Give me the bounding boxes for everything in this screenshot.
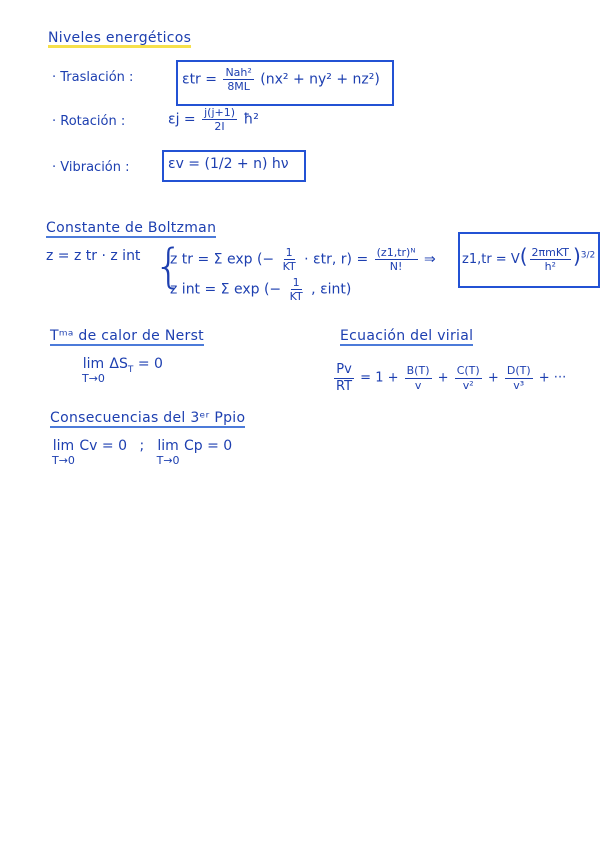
eq-nerst xyxy=(82,356,163,385)
virial-t1-den: v xyxy=(414,378,422,392)
zint-frac xyxy=(288,276,305,303)
zint-lhs: z int = Σ exp (− xyxy=(170,281,282,298)
title-text: Ecuación del virial xyxy=(340,328,474,344)
ztr-frac-den: KT xyxy=(282,260,296,274)
virial-plus1: + xyxy=(437,370,449,386)
nerst-expr-tail: = 0 xyxy=(137,356,163,372)
ztr-rhs-frac xyxy=(375,246,418,273)
virial-lhs-den: RT xyxy=(336,378,353,394)
virial-t2-den: v² xyxy=(462,378,474,392)
section-title-nerst xyxy=(50,328,204,344)
implies-arrow: ⇒ xyxy=(423,251,436,268)
label-rotacion: · Rotación : xyxy=(52,114,126,129)
eq-tr-frac xyxy=(223,66,253,93)
virial-t3 xyxy=(505,364,533,391)
lim1-block xyxy=(52,438,75,467)
eq-rot-lhs: εj = xyxy=(168,111,196,128)
virial-t3-den: v³ xyxy=(513,378,525,392)
ztr-lhs: z tr = Σ exp (− xyxy=(170,251,275,268)
zint-frac-den: KT xyxy=(289,290,303,304)
virial-mid: = 1 + xyxy=(360,370,399,386)
title-text: Constante de Boltzman xyxy=(46,220,217,236)
label-vibracion: · Vibración : xyxy=(52,160,130,175)
lim-block xyxy=(82,356,105,385)
virial-lhs-num: Pv xyxy=(336,362,352,377)
ztr-rhs-den: N! xyxy=(389,260,403,274)
z1-lhs: z1,tr = V xyxy=(462,252,520,267)
virial-tail: + ··· xyxy=(538,370,567,386)
eq-z1: z1,tr = V( $\frac{\text{2πmKT}}{\text{h²}}$ )$^{3/2}$ xyxy=(462,244,596,273)
z1-frac xyxy=(530,246,571,273)
ztr-tail: · εtr, r) xyxy=(304,251,352,268)
section-title-boltzman xyxy=(46,220,216,236)
eq-rot-num: j(j+1) xyxy=(204,106,236,119)
label-traslacion: · Traslación : xyxy=(52,70,134,85)
virial-t1-num: B(T) xyxy=(406,364,430,378)
lim1-text: lim xyxy=(52,438,75,454)
eq-rot-frac xyxy=(202,106,237,133)
eq-consecuencias xyxy=(52,438,232,467)
title-text: Niveles energéticos xyxy=(48,30,192,46)
ztr-frac xyxy=(281,246,298,273)
virial-t2-num: C(T) xyxy=(456,364,480,378)
lim1-sub: T→0 xyxy=(52,454,75,467)
eq-tr-paren: (nx² + ny² + nz²) xyxy=(260,71,380,88)
title-text: Tᵐᵃ de calor de Nerst xyxy=(50,328,204,344)
eq-tr-num: Nah² xyxy=(225,66,252,79)
z1-den: h² xyxy=(544,260,556,273)
virial-t1 xyxy=(405,364,432,391)
virial-t3-num: D(T) xyxy=(506,364,531,378)
eq-rotacion xyxy=(168,106,259,133)
z1-num: 2πmKT xyxy=(531,245,569,259)
ztr-rhs-num: (z1,tr)ᴺ xyxy=(376,246,416,259)
eq-z-main: z = z tr · z int xyxy=(46,248,141,264)
zint-tail: , εint) xyxy=(311,281,352,298)
separator: ; xyxy=(139,438,145,454)
eq-rot-den: 2I xyxy=(214,120,225,134)
eq-rot-tail: ħ² xyxy=(243,111,259,128)
ztr-eq: = xyxy=(356,251,369,268)
eq-z-int xyxy=(170,276,351,303)
eq-vibracion: εv = (1/2 + n) hν xyxy=(168,156,289,172)
eq-tr-lhs: εtr = xyxy=(182,71,217,88)
lim2-block xyxy=(157,438,180,467)
eq-virial xyxy=(332,362,566,394)
cp-expr: Cp = 0 xyxy=(184,438,233,454)
lim2-text: lim xyxy=(157,438,179,454)
section-title-virial xyxy=(340,328,473,344)
section-title-niveles xyxy=(48,30,191,46)
section-title-consecuencias xyxy=(50,410,245,426)
z1-exp: 3/2 xyxy=(580,250,596,261)
brace-symbol: { xyxy=(154,239,184,293)
cv-expr: Cv = 0 xyxy=(79,438,127,454)
zint-frac-num: 1 xyxy=(292,276,300,289)
lim-text: lim xyxy=(82,356,105,372)
nerst-expr-sub: T xyxy=(127,364,134,375)
eq-traslacion xyxy=(182,66,380,93)
virial-lhs xyxy=(334,362,354,394)
lim-sub: T→0 xyxy=(82,372,105,385)
lim2-sub: T→0 xyxy=(156,454,180,467)
virial-t2 xyxy=(455,364,482,391)
nerst-expr: ΔS xyxy=(109,356,128,372)
eq-z-tr xyxy=(170,246,436,273)
virial-plus2: + xyxy=(487,370,499,386)
ztr-frac-num: 1 xyxy=(285,246,293,259)
title-text: Consecuencias del 3ᵉʳ Ppio xyxy=(50,410,246,426)
eq-tr-den: 8ML xyxy=(227,80,250,94)
